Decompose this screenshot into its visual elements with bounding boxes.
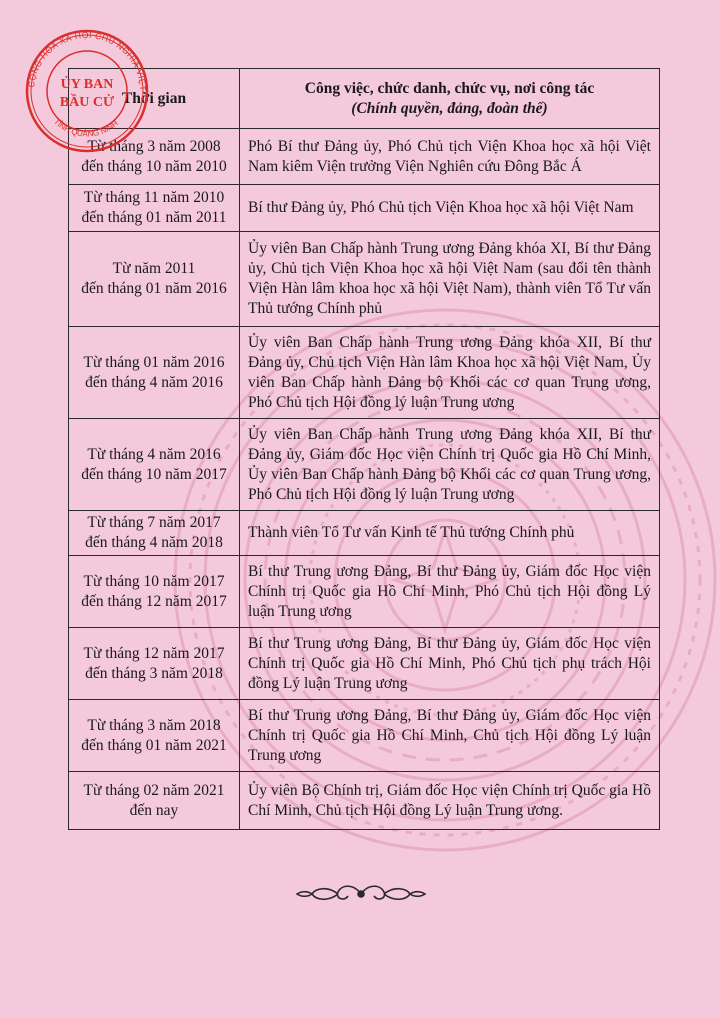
header-work-title: Công việc, chức danh, chức vụ, nơi công tác (304, 79, 595, 97)
table-row (69, 419, 660, 511)
position-cell: Ủy viên Ban Chấp hành Trung ương Đảng khóa XII, Bí thư Đảng ủy, Chủ tịch Viện Hàn lâm Khoa học xã hội Việt Nam, Ủy viên Ban Chấp hành Đảng bộ Khối các cơ quan Trung ương, Phó Chủ tịch Hội đồng lý luận Trung ương (240, 327, 660, 419)
election-committee-stamp (12, 28, 162, 154)
stamp-seal (12, 28, 162, 154)
position-cell: Ủy viên Ban Chấp hành Trung ương Đảng khóa XII, Bí thư Đảng ủy, Giám đốc Học viện Chính trị Quốc gia Hồ Chí Minh, Ủy viên Ban Chấp hành Đảng bộ Khối các cơ quan Trung ương, Phó Chủ tịch Hội đồng lý luận Trung ương (240, 419, 660, 511)
period-start: Từ tháng 7 năm 2017 (87, 514, 221, 531)
period-cell (69, 556, 240, 628)
period-end: đến tháng 01 năm 2016 (81, 280, 227, 297)
table-row (69, 700, 660, 772)
position-cell: Phó Bí thư Đảng ủy, Phó Chủ tịch Viện Khoa học xã hội Việt Nam kiêm Viện trưởng Viện Nghiên cứu Đông Bắc Á (240, 129, 660, 185)
period-cell (69, 327, 240, 419)
header-time: Thời gian (69, 69, 240, 129)
position-cell: Ủy viên Ban Chấp hành Trung ương Đảng khóa XI, Bí thư Đảng ủy, Chủ tịch Viện Khoa học xã hội Việt Nam (sau đổi tên thành Viện Hàn lâm khoa học xã hội Việt Nam), thành viên Tổ Tư vấn Thủ tướng Chính phủ (240, 232, 660, 327)
svg-text:CỘNG HÒA XÃ HỘI CHỦ NGHĨA VIỆT: CỘNG HÒA XÃ HỘI CHỦ NGHĨA VIỆT (26, 29, 149, 92)
period-start: Từ tháng 3 năm 2008 (87, 137, 221, 155)
position-cell: Bí thư Đảng ủy, Phó Chủ tịch Viện Khoa học xã hội Việt Nam (240, 185, 660, 232)
period-cell (69, 419, 240, 511)
period-end: đến nay (129, 801, 179, 819)
period-start: Từ tháng 02 năm 2021 (83, 781, 225, 799)
career-table (68, 68, 660, 830)
period-cell (69, 772, 240, 830)
header-work-subtitle: (Chính quyền, đảng, đoàn thể) (351, 99, 548, 117)
table-row (69, 327, 660, 419)
period-end: đến tháng 10 năm 2017 (81, 465, 227, 483)
position-cell: Ủy viên Bộ Chính trị, Giám đốc Học viện Chính trị Quốc gia Hồ Chí Minh, Chủ tịch Hội đồng Lý luận Trung ương. (240, 772, 660, 830)
period-cell (69, 628, 240, 700)
table-row (69, 556, 660, 628)
svg-text:ỦY BAN: ỦY BAN (60, 77, 114, 92)
svg-text:TỈNH QUẢNG NINH: TỈNH QUẢNG NINH (52, 116, 120, 139)
table-row (69, 185, 660, 232)
period-end: đến tháng 3 năm 2018 (85, 664, 223, 682)
period-end: đến tháng 10 năm 2010 (81, 157, 227, 175)
table-row (69, 511, 660, 556)
period-end: đến tháng 12 năm 2017 (81, 592, 227, 610)
period-start: Từ tháng 3 năm 2018 (87, 716, 221, 734)
period-start: Từ tháng 12 năm 2017 (83, 644, 225, 662)
period-start: Từ tháng 4 năm 2016 (87, 445, 221, 463)
period-end: đến tháng 01 năm 2011 (81, 209, 227, 226)
header-work (240, 69, 660, 129)
position-cell: Bí thư Trung ương Đảng, Bí thư Đảng ủy, Giám đốc Học viện Chính trị Quốc gia Hồ Chí Minh, Phó Chủ tịch Hội đồng Lý luận Trung ương (240, 556, 660, 628)
period-cell (69, 700, 240, 772)
table-row (69, 772, 660, 830)
ornament-divider (294, 878, 428, 910)
table-row (69, 232, 660, 327)
period-cell (69, 511, 240, 556)
period-cell (69, 232, 240, 327)
period-start: Từ tháng 11 năm 2010 (83, 189, 225, 206)
period-end: đến tháng 4 năm 2016 (85, 373, 223, 391)
position-cell: Thành viên Tổ Tư vấn Kinh tế Thủ tướng Chính phủ (240, 511, 660, 556)
period-start: Từ tháng 01 năm 2016 (83, 353, 225, 371)
table-row (69, 628, 660, 700)
period-start: Từ tháng 10 năm 2017 (83, 572, 225, 590)
position-cell: Bí thư Trung ương Đảng, Bí thư Đảng ủy, Giám đốc Học viện Chính trị Quốc gia Hồ Chí Minh, Chủ tịch Hội đồng Lý luận Trung ương (240, 700, 660, 772)
period-cell (69, 185, 240, 232)
period-end: đến tháng 01 năm 2021 (81, 736, 227, 754)
position-cell: Bí thư Trung ương Đảng, Bí thư Đảng ủy, Giám đốc Học viện Chính trị Quốc gia Hồ Chí Minh, Phó Chủ tịch phụ trách Hội đồng Lý luận Trung ương (240, 628, 660, 700)
svg-text:BẦU CỬ: BẦU CỬ (59, 95, 115, 110)
period-end: đến tháng 4 năm 2018 (85, 534, 223, 551)
period-start: Từ năm 2011 (112, 260, 196, 277)
